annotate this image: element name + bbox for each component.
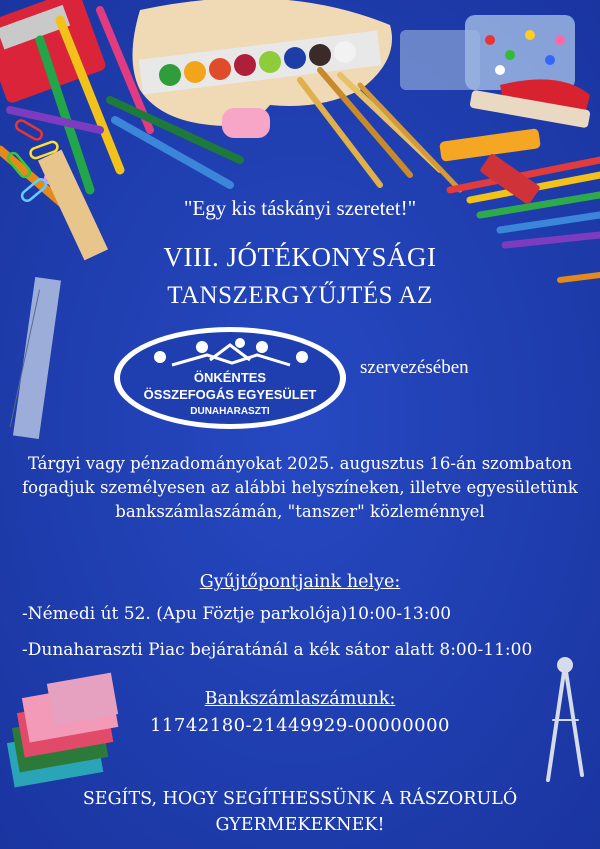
collection-points-heading: Gyűjtőpontjaink helye:	[199, 572, 401, 592]
collection-point-2: -Dunaharaszti Piac bejáratánál a kék sátor alatt 8:00-11:00	[22, 640, 533, 660]
bank-account-number: 11742180-21449929-00000000	[149, 715, 450, 736]
organization-logo	[112, 325, 348, 431]
organized-by: szervezésében	[360, 357, 469, 378]
bank-heading: Bankszámlaszámunk:	[204, 689, 396, 709]
title-line1: VIII. JÓTÉKONYSÁGI	[163, 242, 437, 272]
logo-line1: ÖNKÉNTES	[193, 370, 267, 385]
collection-point-1: -Némedi út 52. (Apu Föztje parkolója)10:00-13:00	[22, 604, 452, 624]
motto: "Egy kis táskányi szeretet!"	[183, 196, 417, 220]
logo-line2: ÖSSZEFOGÁS EGYESÜLET	[143, 387, 317, 402]
description: Tárgyi vagy pénzadományokat 2025. augusztus 16-án szombaton fogadjuk személyesen az alábbi helyszíneken, illetve egyesületünk bankszámlaszámán, "tanszer" közleménnyel	[22, 454, 578, 521]
footer-slogan: SEGÍTS, HOGY SEGÍTHESSÜNK A RÁSZORULÓ GYERMEKEKNEK!	[82, 789, 518, 835]
eraser-icon	[222, 108, 270, 138]
logo-line3: DUNAHARASZTI	[190, 406, 270, 417]
pin-jar-icon	[465, 15, 575, 90]
title-line2: TANSZERGYŰJTÉS AZ	[167, 282, 433, 309]
